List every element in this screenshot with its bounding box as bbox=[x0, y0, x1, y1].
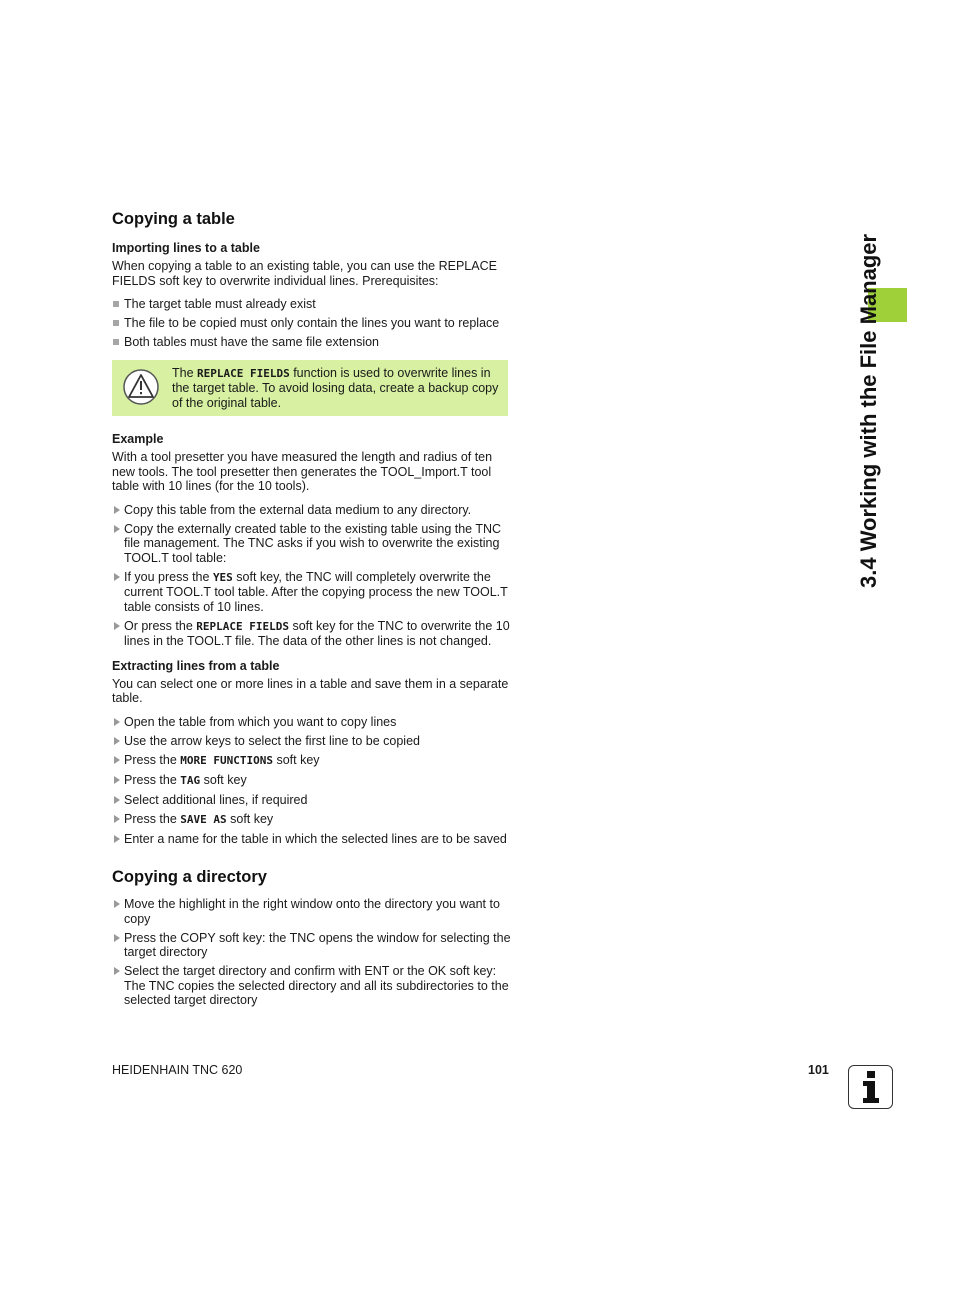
softkey-replace-fields: REPLACE FIELDS bbox=[196, 619, 289, 633]
list-item: Copy the externally created table to the existing table using the TNC file management. The TNC asks if you wish to overwrite the existing TOOL.T tool table: bbox=[112, 522, 512, 566]
step-text: soft key bbox=[273, 752, 320, 767]
list-item bbox=[112, 812, 512, 828]
list-item: The target table must already exist bbox=[112, 297, 512, 312]
step-text: Press the bbox=[124, 811, 181, 826]
step-text: soft key for the TNC to overwrite the 10 lines in the TOOL.T file. The data of the other lines is not changed. bbox=[124, 618, 510, 648]
step-text: soft key, the TNC will completely overwrite the current TOOL.T tool table. After the copying process the new TOOL.T table consists of 10 lines. bbox=[124, 569, 508, 614]
step-text: Press the bbox=[124, 772, 181, 787]
step-text: Press the bbox=[124, 752, 181, 767]
info-i-glyph bbox=[849, 1066, 892, 1108]
list-item: Both tables must have the same file extension bbox=[112, 335, 512, 350]
list-item bbox=[112, 753, 512, 769]
list-item: Use the arrow keys to select the first line to be copied bbox=[112, 734, 512, 749]
list-item: Open the table from which you want to copy lines bbox=[112, 715, 512, 730]
footer-product: HEIDENHAIN TNC 620 bbox=[112, 1063, 243, 1077]
section-title-copying-table: Copying a table bbox=[112, 210, 235, 228]
note-text-part: function is used to overwrite lines in the target table. To avoid losing data, create a backup copy of the original table. bbox=[172, 365, 499, 410]
subheading-example: Example bbox=[112, 432, 164, 446]
importing-intro: When copying a table to an existing table, you can use the REPLACE FIELDS soft key to overwrite individual lines. Prerequisites: bbox=[112, 259, 497, 288]
section-title-copying-directory: Copying a directory bbox=[112, 868, 267, 886]
softkey-tag: TAG bbox=[180, 773, 201, 787]
softkey-replace-fields: REPLACE FIELDS bbox=[197, 366, 290, 380]
prerequisites-list bbox=[112, 297, 512, 350]
list-item: Copy this table from the external data medium to any directory. bbox=[112, 503, 512, 518]
step-text: Or press the bbox=[124, 618, 197, 633]
softkey-more-functions: MORE FUNCTIONS bbox=[180, 753, 273, 767]
example-intro: With a tool presetter you have measured the length and radius of ten new tools. The tool presetter then generates the TOOL_Import.T tool table with 10 lines (for the 10 tools). bbox=[112, 450, 493, 493]
page-number: 101 bbox=[808, 1063, 829, 1077]
step-text: soft key bbox=[226, 811, 274, 826]
list-item: Select the target directory and confirm with ENT or the OK soft key: The TNC copies the selected directory and all its subdirectories to the selected target directory bbox=[112, 964, 512, 1008]
note-text bbox=[172, 366, 500, 411]
list-item: Enter a name for the table in which the selected lines are to be saved bbox=[112, 832, 512, 847]
list-item: Press the COPY soft key: the TNC opens the window for selecting the target directory bbox=[112, 931, 512, 960]
note-text-part: The bbox=[172, 365, 198, 380]
list-item bbox=[112, 570, 512, 615]
list-item: The file to be copied must only contain the lines you want to replace bbox=[112, 316, 512, 331]
info-icon bbox=[848, 1065, 893, 1109]
warning-icon bbox=[122, 368, 160, 406]
page-content bbox=[112, 210, 512, 1018]
warning-note bbox=[112, 360, 508, 417]
list-item bbox=[112, 619, 512, 649]
extracting-intro: You can select one or more lines in a table and save them in a separate table. bbox=[112, 676, 509, 705]
example-steps bbox=[112, 503, 512, 649]
step-text: soft key bbox=[200, 772, 247, 787]
softkey-save-as: SAVE AS bbox=[180, 812, 227, 826]
softkey-yes: YES bbox=[212, 570, 233, 584]
step-text: If you press the bbox=[124, 569, 213, 584]
list-item bbox=[112, 773, 512, 789]
directory-steps bbox=[112, 897, 512, 1008]
subheading-extracting: Extracting lines from a table bbox=[112, 658, 280, 673]
subheading-importing: Importing lines to a table bbox=[112, 241, 260, 255]
list-item: Move the highlight in the right window onto the directory you want to copy bbox=[112, 897, 512, 926]
extracting-steps bbox=[112, 715, 512, 847]
list-item: Select additional lines, if required bbox=[112, 793, 512, 808]
chapter-title: 3.4 Working with the File Manager bbox=[856, 233, 881, 588]
